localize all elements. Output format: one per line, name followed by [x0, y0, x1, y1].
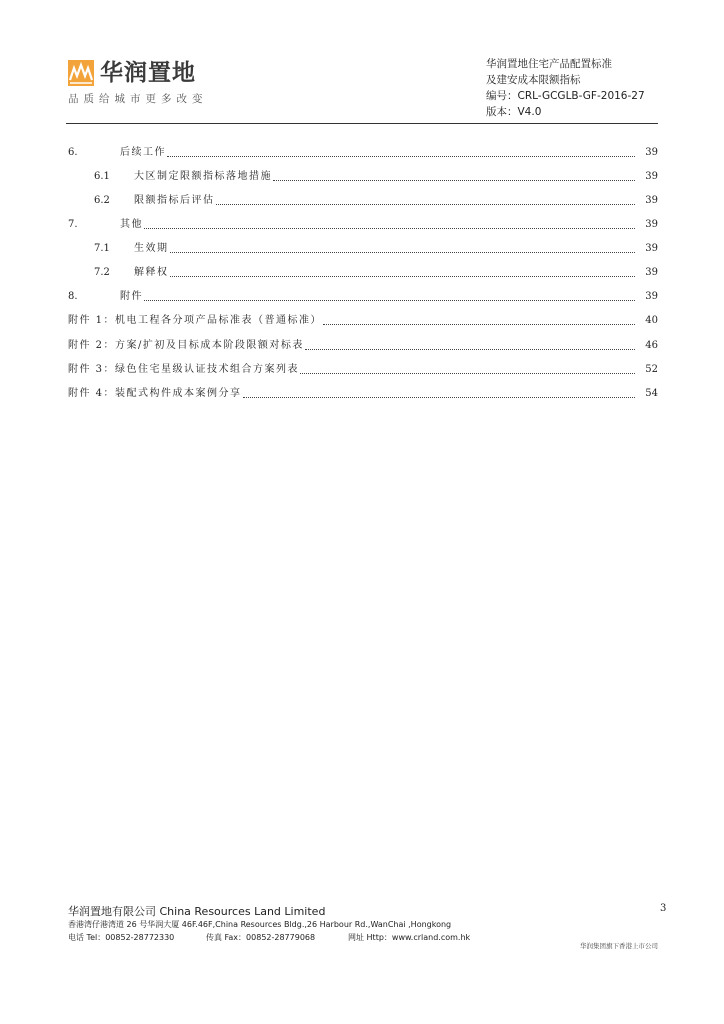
toc-entry-number: 7.: [68, 219, 78, 230]
toc-entry[interactable]: [0, 170, 724, 184]
doc-title-line-1: 华润置地住宅产品配置标准: [486, 58, 612, 70]
toc-entry-page: 52: [645, 364, 658, 375]
toc-entry-title: 大区制定限额指标落地措施: [134, 171, 272, 182]
toc-entry-page: 39: [645, 147, 658, 158]
toc-entry-page: 39: [645, 219, 658, 230]
toc-leader: [170, 275, 636, 277]
toc-entry[interactable]: [0, 363, 724, 377]
toc-entry[interactable]: [0, 387, 724, 401]
footer-address: 香港湾仔港湾道 26 号华润大厦 46F.46F,China Resources Bldg.,26 Harbour Rd.,WanChai ,Hongkong: [68, 920, 452, 929]
logo-slogan: 品质给城市更多改变: [68, 93, 208, 105]
toc-entry-title: 附件 2：方案/扩初及目标成本阶段限额对标表: [68, 340, 304, 351]
toc-entry-title: 附件 4：装配式构件成本案例分享: [68, 388, 242, 399]
company-logo: [68, 60, 268, 110]
doc-code: 编号：CRL-GCGLB-GF-2016-27: [486, 90, 645, 102]
toc-entry[interactable]: [0, 266, 724, 280]
toc-entry-page: 54: [645, 388, 658, 399]
footer-subsidiary-note: 华润集团旗下香港上市公司: [580, 942, 658, 950]
footer-website[interactable]: 网址 Http：www.crland.com.hk: [348, 933, 471, 942]
toc-entry-number: 6.2: [94, 195, 110, 206]
toc-entry[interactable]: [0, 146, 724, 160]
toc-entry[interactable]: [0, 194, 724, 208]
toc-leader: [300, 372, 635, 374]
toc-entry-number: 7.2: [94, 267, 110, 278]
toc-leader: [144, 299, 635, 301]
footer-tel: 电话 Tel：00852-28772330: [68, 933, 175, 942]
logo-name: 华润置地: [100, 60, 196, 86]
toc-entry[interactable]: [0, 314, 724, 328]
footer-fax: 传真 Fax：00852-28779068: [206, 933, 316, 942]
toc-entry-number: 6.: [68, 147, 78, 158]
toc-leader: [144, 227, 635, 229]
toc-entry-title: 附件: [120, 291, 143, 302]
toc-leader: [243, 396, 635, 398]
toc-entry-page: 46: [645, 340, 658, 351]
toc-entry[interactable]: [0, 339, 724, 353]
toc-entry-page: 39: [645, 243, 658, 254]
toc-entry-title: 生效期: [134, 243, 169, 254]
toc-entry[interactable]: [0, 218, 724, 232]
logo-mark-icon: [68, 60, 94, 86]
toc-leader: [323, 323, 635, 325]
footer-company: 华润置地有限公司 China Resources Land Limited: [68, 905, 326, 918]
toc-entry-number: 6.1: [94, 171, 110, 182]
toc-entry-page: 40: [645, 315, 658, 326]
toc-entry-number: 8.: [68, 291, 78, 302]
toc-entry[interactable]: [0, 290, 724, 304]
toc-entry-title: 附件 1：机电工程各分项产品标准表（普通标准）: [68, 315, 323, 326]
doc-version: 版本：V4.0: [486, 106, 542, 118]
toc-entry-page: 39: [645, 267, 658, 278]
toc-leader: [216, 203, 636, 205]
toc-entry[interactable]: [0, 242, 724, 256]
toc-entry-page: 39: [645, 171, 658, 182]
toc-leader: [305, 348, 635, 350]
toc-entry-number: 7.1: [94, 243, 110, 254]
toc-entry-title: 解释权: [134, 267, 169, 278]
toc-leader: [170, 251, 636, 253]
toc-entry-title: 限额指标后评估: [134, 195, 215, 206]
toc-leader: [167, 155, 635, 157]
toc-entry-title: 附件 3：绿色住宅星级认证技术组合方案列表: [68, 364, 300, 375]
header-divider: [66, 123, 658, 124]
toc-entry-page: 39: [645, 195, 658, 206]
toc-entry-title: 其他: [120, 219, 143, 230]
toc-leader: [273, 179, 635, 181]
toc-entry-page: 39: [645, 291, 658, 302]
doc-title-line-2: 及建安成本限额指标: [486, 74, 581, 86]
page-number: 3: [660, 903, 667, 914]
toc-entry-title: 后续工作: [120, 147, 166, 158]
doc-header-info: [486, 56, 645, 120]
